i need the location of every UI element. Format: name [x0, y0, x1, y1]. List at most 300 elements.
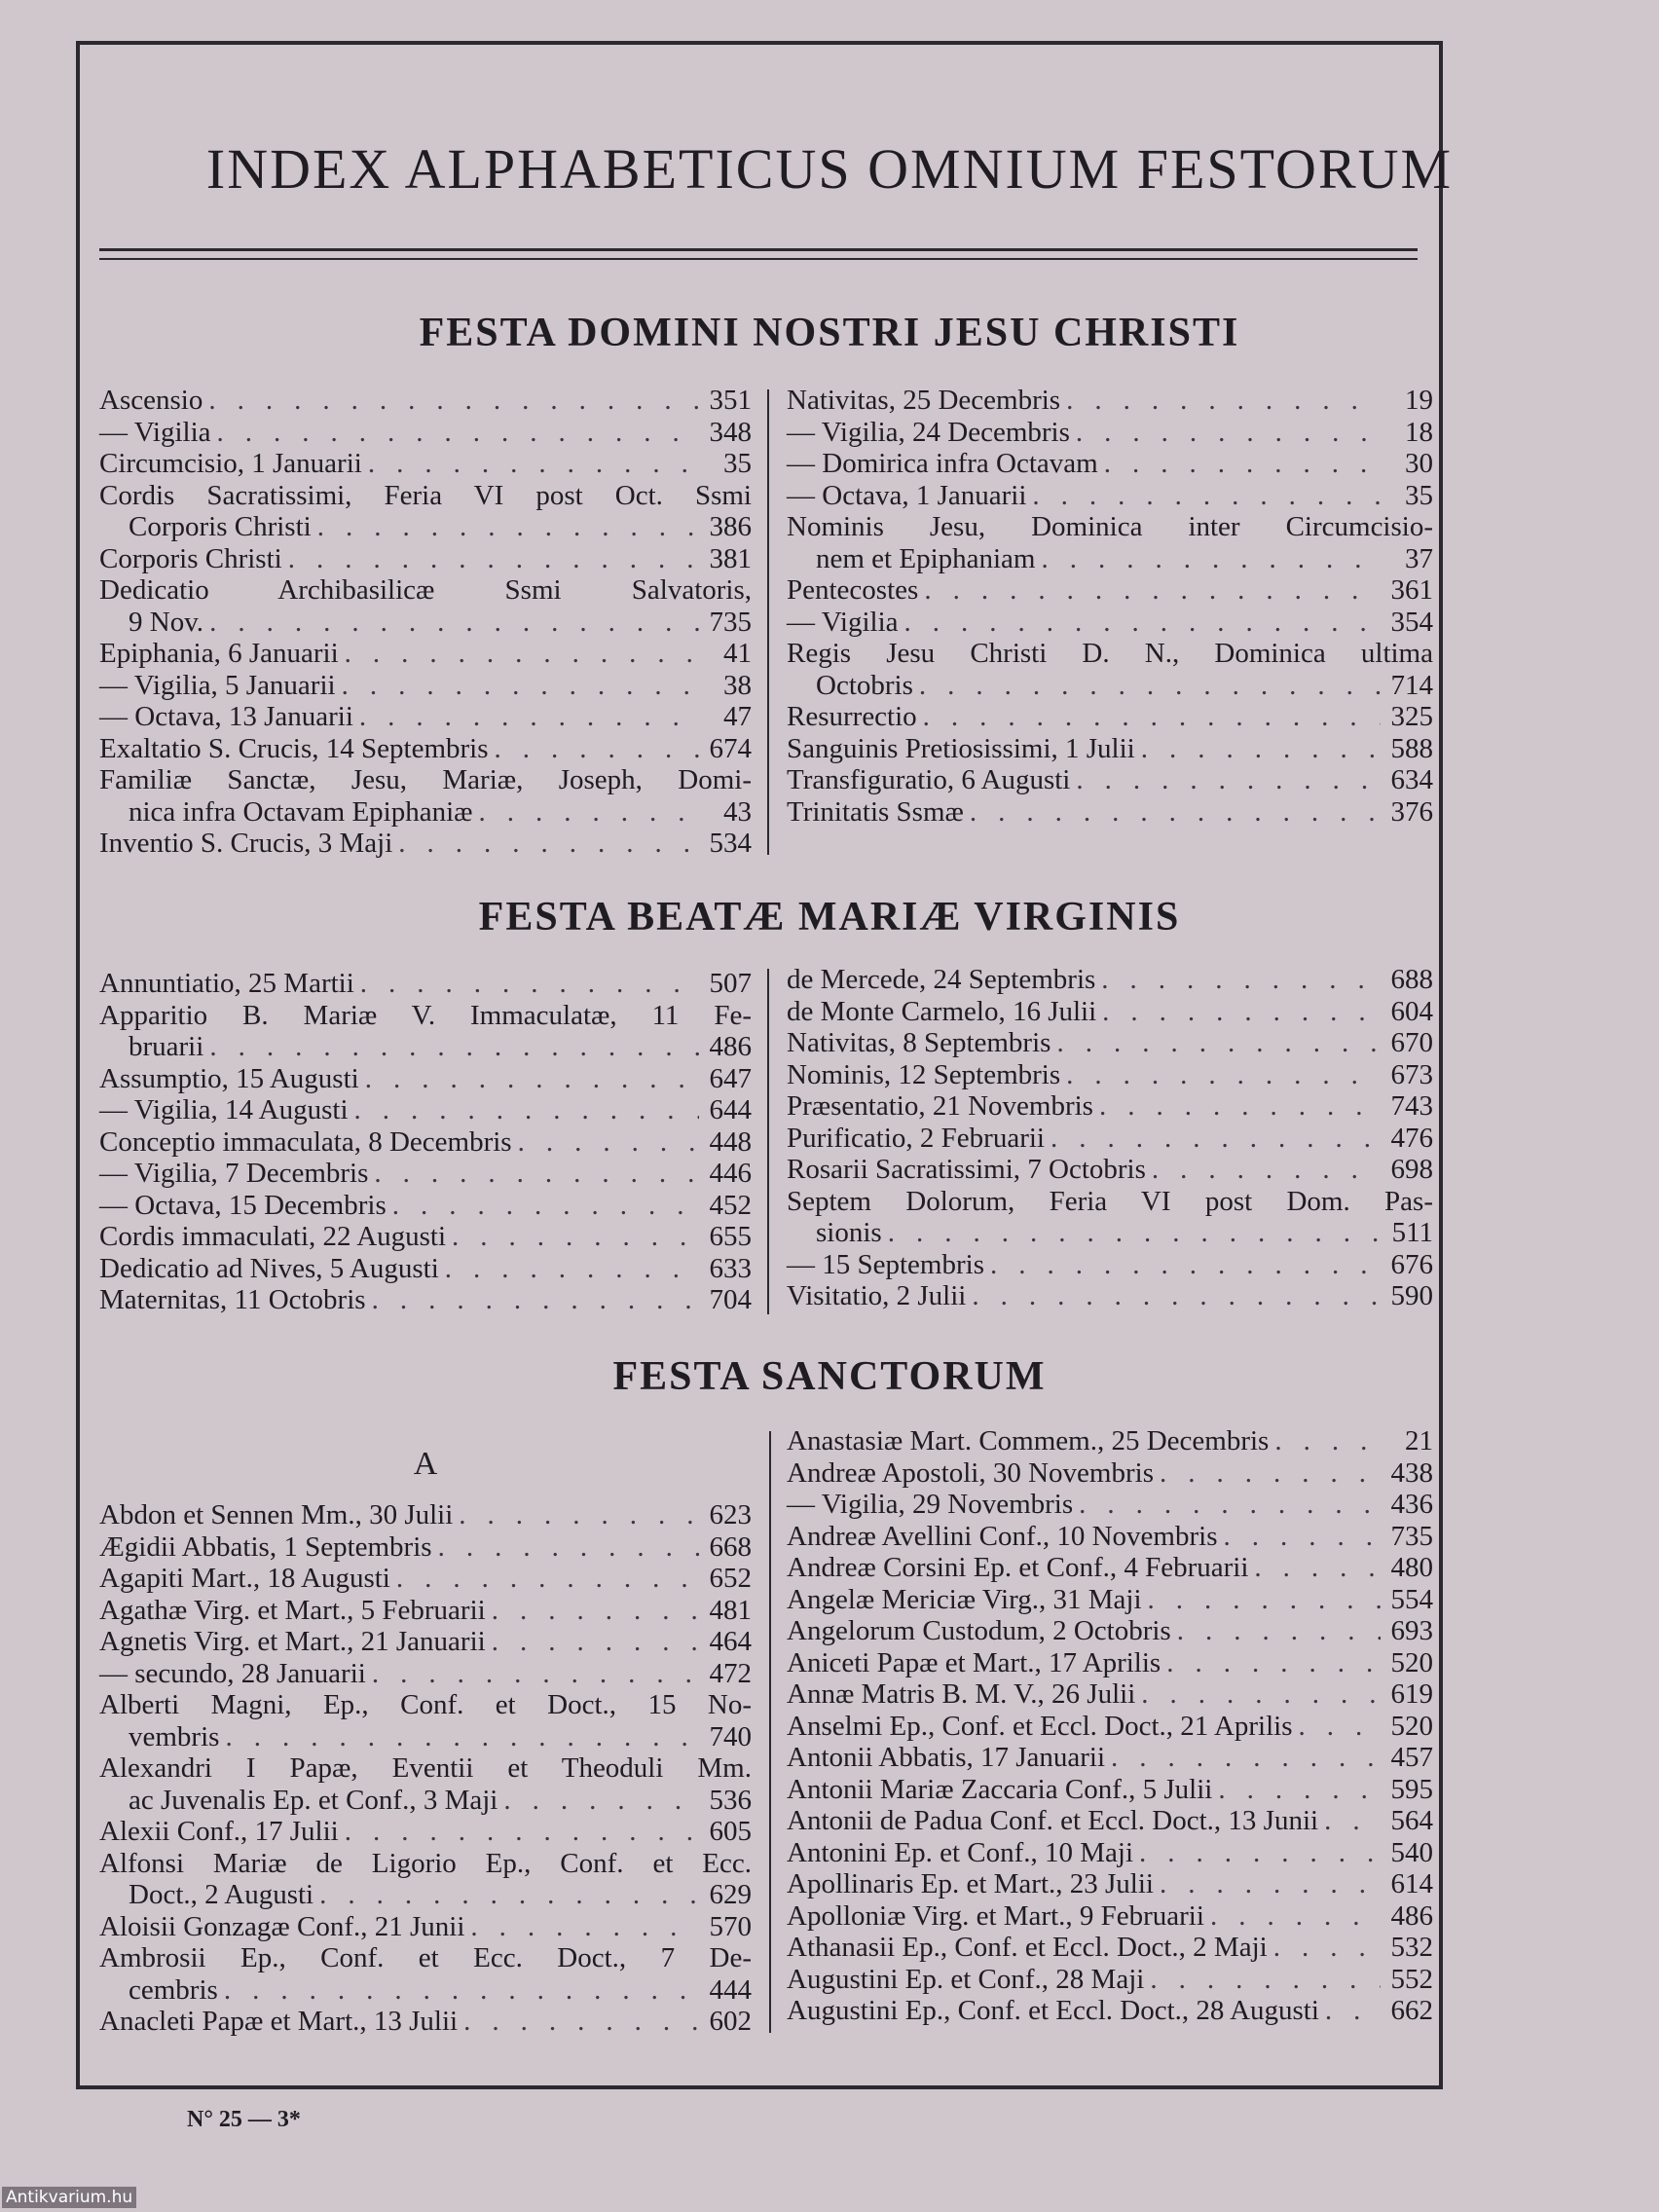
entry-title: Antonii de Padua Conf. et Eccl. Doct., 13 Junii [787, 1805, 1319, 1836]
index-entry [787, 511, 1433, 574]
dot-leader [368, 448, 699, 480]
entry-continuation: bruarii [129, 1031, 204, 1062]
index-entry [99, 543, 752, 575]
index-entry [787, 1711, 1433, 1743]
page-number: 448 [709, 1125, 752, 1158]
page-number: 19 [1405, 385, 1433, 416]
dot-leader [1274, 1425, 1381, 1457]
dot-leader [1079, 1489, 1381, 1521]
page-number: 554 [1390, 1583, 1433, 1615]
dot-leader [503, 1785, 699, 1817]
index-entry [99, 417, 752, 449]
entry-title: Septem Dolorum, Feria VI post Dom. Pas- [787, 1185, 1433, 1217]
page-number: 633 [709, 1252, 752, 1284]
page-number: 673 [1390, 1058, 1433, 1090]
dot-leader [209, 1031, 699, 1063]
dot-leader [1177, 1615, 1381, 1647]
page-number: 735 [1390, 1520, 1433, 1552]
index-entry [787, 996, 1433, 1028]
dot-leader [1139, 1837, 1381, 1869]
dot-leader [492, 1595, 699, 1627]
dot-leader [445, 1253, 699, 1285]
dot-leader [1166, 1647, 1381, 1679]
dot-leader [317, 511, 699, 543]
page-number: 386 [709, 511, 752, 542]
entry-title: Pentecostes [787, 574, 919, 606]
dot-leader [1152, 1154, 1381, 1186]
dot-leader [217, 417, 699, 449]
index-entry [99, 1626, 752, 1658]
entry-title: Andreæ Avellini Conf., 10 Novembris [787, 1520, 1218, 1552]
index-entry [787, 1552, 1433, 1584]
entry-title: Corporis Christi [99, 542, 282, 574]
dot-leader [1051, 1123, 1381, 1155]
dot-leader [1104, 448, 1381, 480]
index-entry [99, 2006, 752, 2038]
page-number: 623 [709, 1499, 752, 1530]
index-entry [99, 1000, 752, 1063]
index-entry [787, 1123, 1433, 1155]
page-number: 481 [709, 1594, 752, 1626]
index-entry [787, 1615, 1433, 1647]
index-entry [99, 1531, 752, 1564]
page-number: 361 [1390, 574, 1433, 606]
entry-title: Inventio S. Crucis, 3 Maji [99, 828, 393, 859]
dot-leader [1223, 1521, 1381, 1553]
dot-leader [452, 1221, 699, 1253]
page-number: 21 [1405, 1425, 1433, 1456]
page-number: 674 [709, 732, 752, 764]
section-heading-mariae: FESTA BEATÆ MARIÆ VIRGINIS [478, 895, 1181, 940]
column-divider [767, 389, 769, 855]
index-entry [787, 1457, 1433, 1490]
index-entry [99, 1752, 752, 1816]
dot-leader [1032, 480, 1381, 512]
dot-leader [372, 1284, 699, 1316]
page-number: 644 [709, 1094, 752, 1125]
entry-title: Annæ Matris B. M. V., 26 Julii [787, 1678, 1136, 1710]
entry-title: Cordis immaculati, 22 Augusti [99, 1221, 447, 1252]
dot-leader [224, 1974, 699, 2007]
page-number: 43 [723, 795, 752, 828]
entry-title: — Vigilia, 24 Decembris [787, 416, 1070, 448]
entry-title: Transfiguratio, 6 Augusti [787, 764, 1071, 795]
index-entry [787, 964, 1433, 996]
entry-title: Visitatio, 2 Julii [787, 1280, 967, 1311]
dot-leader [1101, 964, 1381, 996]
entry-title: Cordis Sacratissimi, Feria VI post Oct. Ssmi [99, 479, 752, 511]
entry-continuation: nica infra Octavam Epiphaniæ [129, 795, 473, 828]
dot-leader [398, 828, 699, 860]
page-number: 634 [1390, 764, 1433, 795]
page-number: 41 [723, 638, 752, 669]
page-number: 486 [1390, 1899, 1433, 1932]
dot-leader [1160, 1457, 1381, 1490]
entry-title: — Vigilia, 29 Novembris [787, 1489, 1074, 1520]
entry-title: Apollinaris Ep. et Mart., 23 Julii [787, 1868, 1154, 1899]
dot-leader [1099, 1090, 1381, 1123]
index-entry [99, 1094, 752, 1126]
page-number: 743 [1390, 1090, 1433, 1122]
page-number: 511 [1391, 1217, 1433, 1248]
entry-title: Augustini Ep., Conf. et Eccl. Doct., 28 Augusti [787, 1995, 1319, 2026]
page-number: 629 [709, 1879, 752, 1910]
entry-title: Trinitatis Ssmæ [787, 795, 964, 828]
entry-title: Rosarii Sacratissimi, 7 Octobris [787, 1154, 1146, 1185]
index-entry [99, 1499, 752, 1531]
section-heading-domini: FESTA DOMINI NOSTRI JESU CHRISTI [419, 311, 1240, 355]
dot-leader [970, 796, 1381, 829]
page-signature: N° 25 — 3* [187, 2107, 301, 2132]
index-entry [99, 1595, 752, 1627]
dot-leader [1210, 1900, 1381, 1933]
entry-title: Nativitas, 25 Decembris [787, 385, 1061, 416]
page-number: 37 [1405, 542, 1433, 574]
entry-title: Antonii Abbatis, 17 Januarii [787, 1742, 1106, 1773]
dot-leader [360, 968, 699, 1000]
dot-leader [225, 1721, 699, 1753]
dot-leader [463, 2006, 699, 2038]
entry-title: Angelæ Mericiæ Virg., 31 Maji [787, 1583, 1142, 1615]
index-entry [99, 828, 752, 860]
entry-title: Ægidii Abbatis, 1 Septembris [99, 1530, 432, 1563]
index-entry [787, 733, 1433, 765]
index-entry [787, 448, 1433, 480]
dot-leader [342, 670, 699, 702]
entry-continuation: 9 Nov. [129, 606, 204, 638]
page-number: 532 [1390, 1932, 1433, 1963]
index-entry [787, 1678, 1433, 1711]
index-entry [99, 733, 752, 765]
index-entry [99, 480, 752, 543]
entry-continuation: vembris [129, 1720, 220, 1752]
entry-title: Agnetis Virg. et Mart., 21 Januarii [99, 1626, 486, 1657]
entry-title: Athanasii Ep., Conf. et Eccl. Doct., 2 Maji [787, 1932, 1268, 1963]
title-double-rule [99, 248, 1418, 260]
page-number: 507 [709, 968, 752, 999]
entry-title: — 15 Septembris [787, 1248, 984, 1280]
page-number: 735 [709, 606, 752, 638]
sanctorum-right-column [787, 1425, 1433, 2027]
dot-leader [919, 670, 1381, 702]
page-number: 552 [1390, 1963, 1433, 1995]
index-entry [787, 1900, 1433, 1933]
entry-title: Maternitas, 11 Octobris [99, 1284, 366, 1315]
index-entry [787, 1425, 1433, 1457]
entry-title: Circumcisio, 1 Januarii [99, 448, 362, 479]
index-entry [787, 574, 1433, 607]
page-number: 564 [1390, 1805, 1433, 1836]
mariae-right-column [787, 964, 1433, 1312]
entry-title: — Octava, 13 Januarii [99, 701, 353, 732]
index-entry [99, 1221, 752, 1253]
entry-title: Purificatio, 2 Februarii [787, 1122, 1045, 1154]
index-entry [787, 1647, 1433, 1679]
dot-leader [208, 385, 699, 417]
entry-continuation: Octobris [816, 669, 913, 701]
entry-title: Ambrosii Ep., Conf. et Ecc. Doct., 7 De- [99, 1942, 752, 1973]
entry-continuation: Doct., 2 Augusti [129, 1879, 314, 1910]
index-entry [99, 670, 752, 702]
index-entry [787, 1584, 1433, 1616]
domini-right-column [787, 385, 1433, 828]
index-entry [99, 574, 752, 638]
index-entry [99, 968, 752, 1000]
index-entry [787, 607, 1433, 639]
entry-title: Sanguinis Pretiosissimi, 1 Julii [787, 732, 1135, 764]
dot-leader [924, 574, 1381, 607]
dot-leader [319, 1879, 699, 1911]
page-number: 614 [1390, 1868, 1433, 1899]
entry-title: Apparitio B. Mariæ V. Immaculatæ, 11 Fe- [99, 999, 752, 1031]
entry-title: Abdon et Sennen Mm., 30 Julii [99, 1499, 454, 1530]
page-number: 655 [709, 1221, 752, 1252]
dot-leader [518, 1126, 699, 1159]
entry-title: Nominis Jesu, Dominica inter Circumcisio- [787, 511, 1433, 542]
entry-title: — Octava, 15 Decembris [99, 1189, 387, 1221]
page-number: 605 [709, 1816, 752, 1847]
page-number: 35 [723, 448, 752, 479]
dot-leader [1141, 733, 1381, 765]
entry-title: Familiæ Sanctæ, Jesu, Mariæ, Joseph, Domi- [99, 764, 752, 795]
dot-leader [1150, 1964, 1381, 1996]
index-entry [99, 1284, 752, 1316]
sanctorum-left-column [99, 1443, 752, 2038]
index-entry [787, 1837, 1433, 1869]
entry-title: Alexandri I Papæ, Eventii et Theoduli Mm. [99, 1752, 752, 1784]
index-entry [99, 1253, 752, 1285]
entry-title: — Vigilia, 14 Augusti [99, 1094, 349, 1125]
dot-leader [1160, 1868, 1381, 1900]
page-number: 444 [709, 1973, 752, 2006]
entry-title: de Monte Carmelo, 16 Julii [787, 995, 1097, 1027]
dot-leader [1218, 1774, 1381, 1806]
entry-title: — Vigilia [99, 416, 211, 448]
index-entry [787, 1805, 1433, 1837]
page-number: 376 [1390, 795, 1433, 828]
index-entry [99, 1158, 752, 1190]
page-number: 381 [709, 542, 752, 574]
dot-leader [345, 638, 699, 670]
entry-title: Alexii Conf., 17 Julii [99, 1816, 339, 1847]
entry-title: Dedicatio ad Nives, 5 Augusti [99, 1252, 439, 1284]
dot-leader [459, 1499, 699, 1531]
dot-leader [438, 1531, 699, 1564]
page-number: 446 [709, 1158, 752, 1189]
page-number: 652 [709, 1563, 752, 1594]
page-number: 480 [1390, 1552, 1433, 1583]
page-number: 464 [709, 1626, 752, 1657]
entry-continuation: nem et Epiphaniam [816, 542, 1036, 574]
index-entry [99, 1942, 752, 2006]
index-entry [99, 448, 752, 480]
dot-leader [479, 796, 699, 829]
dot-leader [1066, 1059, 1381, 1091]
page-number: 670 [1390, 1027, 1433, 1058]
letter-heading: A [413, 1446, 438, 1482]
dot-leader [1111, 1742, 1381, 1774]
entry-title: Anselmi Ep., Conf. et Eccl. Doct., 21 Aprilis [787, 1710, 1293, 1742]
index-entry [99, 1563, 752, 1595]
dot-leader [1141, 1678, 1381, 1711]
entry-title: Nativitas, 8 Septembris [787, 1027, 1051, 1058]
page-number: 436 [1390, 1489, 1433, 1520]
dot-leader [972, 1280, 1381, 1312]
entry-title: Resurrectio [787, 701, 917, 732]
page-number: 18 [1405, 416, 1433, 448]
dot-leader [492, 1626, 699, 1658]
dot-leader [365, 1063, 699, 1095]
index-entry [787, 1154, 1433, 1186]
page-number: 486 [709, 1031, 752, 1062]
page-number: 540 [1390, 1836, 1433, 1868]
entry-title: Apolloniæ Virg. et Mart., 9 Februarii [787, 1899, 1204, 1932]
entry-title: Aniceti Papæ et Mart., 17 Aprilis [787, 1646, 1161, 1678]
dot-leader [1299, 1711, 1381, 1743]
dot-leader [1066, 385, 1381, 417]
entry-title: — secundo, 28 Januarii [99, 1657, 366, 1689]
index-entry [787, 480, 1433, 512]
index-entry [787, 1742, 1433, 1774]
entry-title: — Vigilia, 7 Decembris [99, 1158, 369, 1189]
dot-leader [288, 543, 699, 575]
dot-leader [470, 1911, 699, 1943]
page-number: 698 [1390, 1154, 1433, 1185]
entry-title: Conceptio immaculata, 8 Decembris [99, 1125, 512, 1158]
entry-title: Assumptio, 15 Augusti [99, 1062, 359, 1094]
entry-title: de Mercede, 24 Septembris [787, 964, 1096, 995]
dot-leader [495, 733, 699, 765]
index-entry [787, 385, 1433, 417]
entry-title: Dedicatio Archibasilicæ Ssmi Salvatoris, [99, 574, 752, 606]
index-entry [99, 1190, 752, 1222]
index-entry [99, 1126, 752, 1159]
index-entry [787, 1774, 1433, 1806]
entry-title: Annuntiatio, 25 Martii [99, 968, 354, 999]
entry-title: Andreæ Apostoli, 30 Novembris [787, 1456, 1154, 1489]
page-number: 662 [1390, 1995, 1433, 2026]
entry-title: Aloisii Gonzagæ Conf., 21 Junii [99, 1910, 465, 1942]
index-entry [787, 1964, 1433, 1996]
page-number: 590 [1390, 1280, 1433, 1311]
index-entry [787, 1027, 1433, 1059]
page-number: 604 [1390, 995, 1433, 1027]
dot-leader [354, 1094, 699, 1126]
dot-leader [1076, 417, 1381, 449]
index-entry [99, 1658, 752, 1690]
index-entry [787, 1521, 1433, 1553]
entry-continuation: cembris [129, 1973, 218, 2006]
dot-leader [1076, 764, 1381, 796]
entry-title: Antonini Ep. et Conf., 10 Maji [787, 1836, 1134, 1868]
page-number: 602 [709, 2006, 752, 2037]
page-number: 688 [1390, 964, 1433, 995]
entry-title: — Vigilia [787, 606, 899, 638]
entry-title: Anacleti Papæ et Mart., 13 Julii [99, 2006, 459, 2037]
section-heading-sanctorum: FESTA SANCTORUM [612, 1354, 1047, 1399]
dot-leader [1324, 1805, 1381, 1837]
page-number: 457 [1390, 1742, 1433, 1773]
index-entry [99, 1816, 752, 1848]
entry-title: Agapiti Mart., 18 Augusti [99, 1563, 390, 1594]
index-entry [787, 796, 1433, 829]
index-entry [787, 1280, 1433, 1312]
index-entry [787, 1932, 1433, 1964]
page-number: 668 [709, 1530, 752, 1563]
index-entry [99, 1848, 752, 1911]
dot-leader [1273, 1932, 1381, 1964]
sanctorum-left-entries [99, 1499, 752, 2038]
entry-title: Alberti Magni, Ep., Conf. et Doct., 15 No- [99, 1689, 752, 1720]
index-entry [99, 1911, 752, 1943]
page-number: 520 [1390, 1710, 1433, 1742]
index-entry [787, 1186, 1433, 1249]
page-number: 676 [1390, 1248, 1433, 1280]
column-divider [769, 1431, 771, 2033]
dot-leader [1102, 996, 1381, 1028]
index-entry [787, 764, 1433, 796]
index-entry [99, 1689, 752, 1752]
dot-leader [1148, 1584, 1382, 1616]
index-entry [99, 638, 752, 670]
entry-title: Exaltatio S. Crucis, 14 Septembris [99, 732, 489, 764]
page-number: 647 [709, 1062, 752, 1094]
entry-title: Alfonsi Mariæ de Ligorio Ep., Conf. et Ecc. [99, 1847, 752, 1879]
page-number: 740 [709, 1720, 752, 1752]
domini-left-column [99, 385, 752, 860]
dot-leader [374, 1158, 699, 1190]
entry-title: Agathæ Virg. et Mart., 5 Februarii [99, 1594, 486, 1626]
dot-leader [392, 1190, 699, 1222]
index-entry [787, 1249, 1433, 1281]
page-number: 47 [723, 701, 752, 732]
page-number: 619 [1390, 1678, 1433, 1710]
column-divider [767, 969, 769, 1314]
page-number: 354 [1390, 606, 1433, 638]
index-entry [787, 638, 1433, 701]
dot-leader [923, 701, 1381, 733]
page-number: 452 [709, 1189, 752, 1221]
page-number: 438 [1390, 1456, 1433, 1489]
dot-leader [372, 1658, 699, 1690]
page-number: 348 [709, 416, 752, 448]
dot-leader [396, 1563, 699, 1595]
page-number: 476 [1390, 1122, 1433, 1154]
entry-title: Epiphania, 6 Januarii [99, 638, 339, 669]
entry-title: Augustini Ep. et Conf., 28 Maji [787, 1963, 1145, 1995]
page-title: INDEX ALPHABETICUS OMNIUM FESTORUM [205, 137, 1454, 201]
watermark: Antikvarium.hu [2, 2187, 136, 2208]
index-entry [787, 1995, 1433, 2027]
page-number: 30 [1405, 448, 1433, 479]
entry-title: Præsentatio, 21 Novembris [787, 1090, 1093, 1122]
index-entry [787, 1489, 1433, 1521]
page-number: 536 [709, 1784, 752, 1816]
page-number: 714 [1390, 669, 1433, 701]
entry-title: Angelorum Custodum, 2 Octobris [787, 1615, 1171, 1646]
page-number: 351 [709, 385, 752, 416]
index-entry [787, 417, 1433, 449]
dot-leader [1254, 1552, 1381, 1584]
page-number: 595 [1390, 1773, 1433, 1805]
dot-leader [1042, 543, 1382, 575]
page-number: 472 [709, 1657, 752, 1689]
entry-title: Anastasiæ Mart. Commem., 25 Decembris [787, 1425, 1270, 1456]
index-entry [99, 385, 752, 417]
dot-leader [990, 1249, 1381, 1281]
entry-title: — Domirica infra Octavam [787, 448, 1098, 479]
page-number: 35 [1405, 479, 1433, 511]
